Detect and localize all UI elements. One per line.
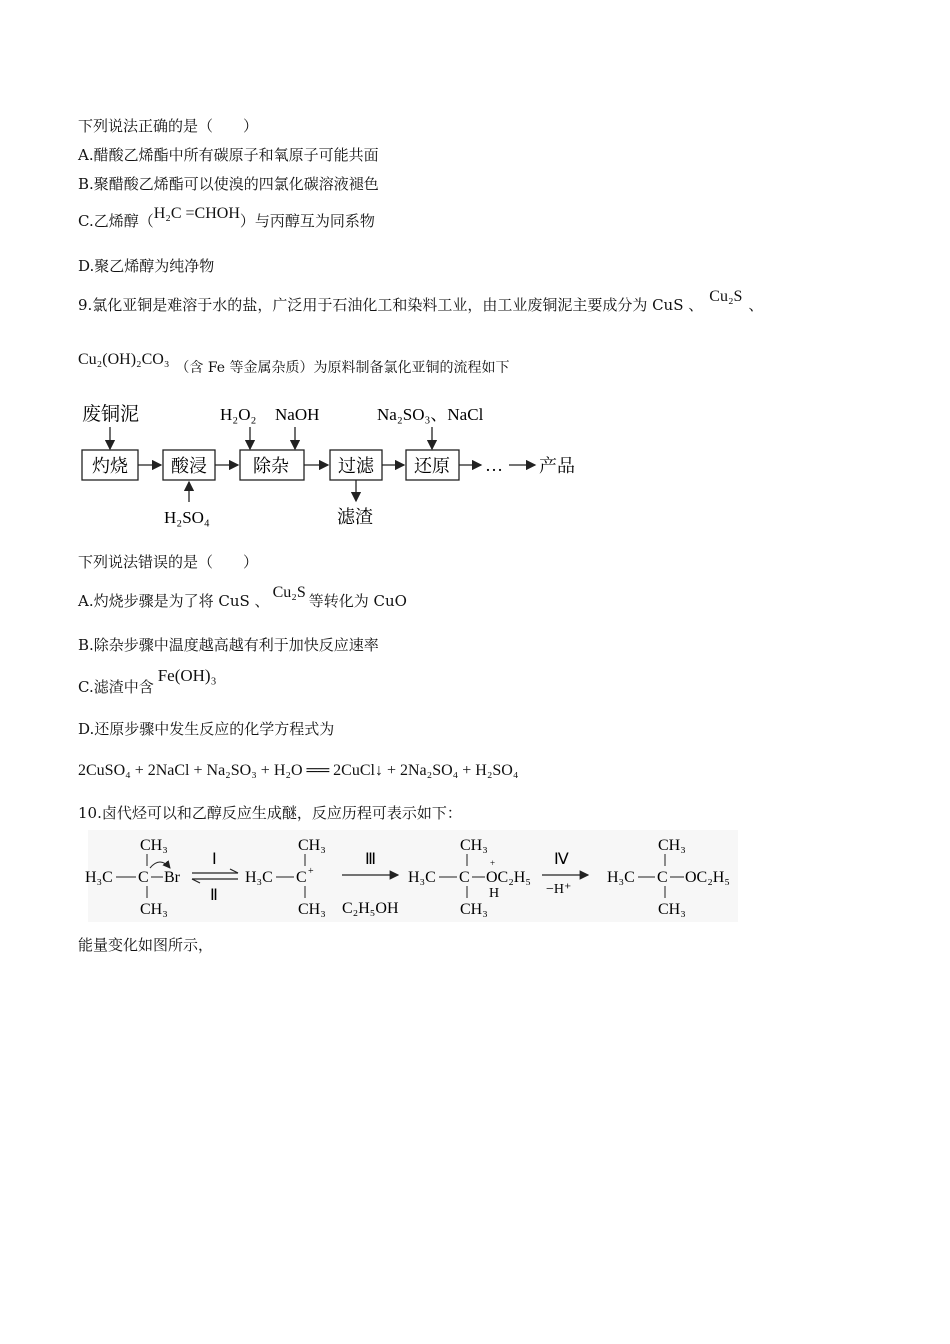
- reagent-na2so3-nacl: Na₂SO₃、NaCl: [377, 405, 484, 424]
- q9-question: 下列说法错误的是（ ）: [78, 553, 259, 571]
- mol1-central-c: C: [138, 869, 149, 886]
- q9-option-c: [78, 666, 217, 697]
- reaction-mechanism-diagram: [80, 830, 740, 922]
- process-flow-diagram: [75, 395, 595, 535]
- mol3-central-c: C: [459, 869, 470, 886]
- mol3-left-h3c: H₃C: [408, 869, 436, 886]
- step-filtration-label: 过滤: [338, 456, 374, 476]
- mol2-central-c: C: [296, 869, 307, 886]
- step-iv-label: Ⅳ: [554, 851, 569, 868]
- q8-option-c: [78, 205, 375, 232]
- reagent-h2o2: H₂O₂: [220, 405, 257, 424]
- mol2-bottom-ch3: CH₃: [298, 901, 326, 918]
- q10-stem: 10.卤代烃可以和乙醇反应生成醚，反应历程可表示如下：: [78, 804, 462, 822]
- q9-stem-separator: 、: [748, 296, 764, 314]
- basic-copper-carbonate-formula: Cu₂(OH)₂CO₃: [78, 351, 170, 368]
- step-acid-leach-label: 酸浸: [171, 456, 207, 476]
- ethanol-reagent: C₂H₅OH: [342, 900, 399, 917]
- proton-loss: −H⁺: [546, 882, 572, 897]
- q10-energy-text: 能量变化如图所示，: [78, 936, 214, 954]
- cu2s-formula: Cu₂S: [709, 288, 743, 305]
- cu2s-formula-option-a: Cu₂S: [272, 584, 306, 601]
- step-impurity-removal-label: 除杂: [253, 456, 289, 476]
- mol1-left-h3c: H₃C: [85, 869, 113, 886]
- q8-option-c-prefix: C.乙烯醇（: [78, 212, 154, 230]
- q9-stem-line2: [78, 351, 510, 378]
- iron-hydroxide-formula: Fe(OH)₃: [157, 666, 217, 685]
- mol3-o-hydrogen: H: [489, 886, 500, 901]
- q9-option-a-suffix: 等转化为 CuO: [308, 592, 407, 610]
- q8-option-b: B.聚醋酸乙烯酯可以使溴的四氯化碳溶液褪色: [78, 175, 379, 193]
- mol1-br: Br: [164, 869, 180, 886]
- reagent-naoh: NaOH: [275, 405, 320, 424]
- q8-option-a: A.醋酸乙烯酯中所有碳原子和氧原子可能共面: [78, 146, 379, 164]
- mol4-oc2h5: OC₂H₅: [685, 869, 730, 886]
- q9-stem-text: 9.氯化亚铜是难溶于水的盐，广泛用于石油化工和染料工业，由工业废铜泥主要成分为 CuS 、: [78, 296, 704, 314]
- q9-option-b: B.除杂步骤中温度越高越有利于加快反应速率: [78, 636, 379, 654]
- mol4-central-c: C: [657, 869, 668, 886]
- mol1-bottom-ch3: CH₃: [140, 901, 168, 918]
- reagent-h2so4: H₂SO₄: [164, 508, 210, 527]
- filter-residue: 滤渣: [337, 507, 373, 527]
- mol2-plus-charge: +: [308, 866, 314, 877]
- step-reduction-label: 还原: [414, 456, 450, 476]
- mol3-top-ch3: CH₃: [460, 837, 488, 854]
- mol3-oc2h5: OC₂H₅: [486, 869, 531, 886]
- step-roasting-label: 灼烧: [92, 456, 128, 476]
- q8-option-d: D.聚乙烯醇为纯净物: [78, 257, 215, 275]
- q9-option-a-prefix: A.灼烧步骤是为了将 CuS 、: [78, 592, 270, 610]
- flow-ellipsis: …: [485, 455, 503, 475]
- input-waste-copper-sludge: 废铜泥: [82, 404, 140, 425]
- mol1-top-ch3: CH₃: [140, 837, 168, 854]
- q9-stem-text2: （含 Fe 等金属杂质）为原料制备氯化亚铜的流程如下: [175, 360, 510, 376]
- mol2-left-h3c: H₃C: [245, 869, 273, 886]
- step-ii-label: Ⅱ: [210, 887, 218, 904]
- vinyl-alcohol-formula: H₂C =CHOH: [153, 205, 240, 222]
- q9-option-d: D.还原步骤中发生反应的化学方程式为: [78, 720, 335, 738]
- step-iii-label: Ⅲ: [365, 851, 377, 868]
- mol4-bottom-ch3: CH₃: [658, 901, 686, 918]
- q8-option-c-suffix: ）与丙醇互为同系物: [239, 212, 375, 230]
- mol3-bottom-ch3: CH₃: [460, 901, 488, 918]
- mol2-top-ch3: CH₃: [298, 837, 326, 854]
- reduction-equation: 2CuSO₄ + 2NaCl + Na₂SO₃ + H₂O ══ 2CuCl↓ + 2Na₂SO₄ + H₂SO₄: [78, 762, 519, 779]
- flow-product: 产品: [539, 456, 575, 476]
- step-i-label: Ⅰ: [212, 851, 217, 868]
- q8-stem: 下列说法正确的是（ ）: [78, 117, 259, 135]
- mol4-left-h3c: H₃C: [607, 869, 635, 886]
- mol3-plus-charge: +: [490, 858, 496, 868]
- mol4-top-ch3: CH₃: [658, 837, 686, 854]
- q9-option-c-prefix: C.滤渣中含: [78, 678, 154, 696]
- q9-stem-line1: [78, 288, 764, 316]
- q9-option-a: [78, 584, 407, 612]
